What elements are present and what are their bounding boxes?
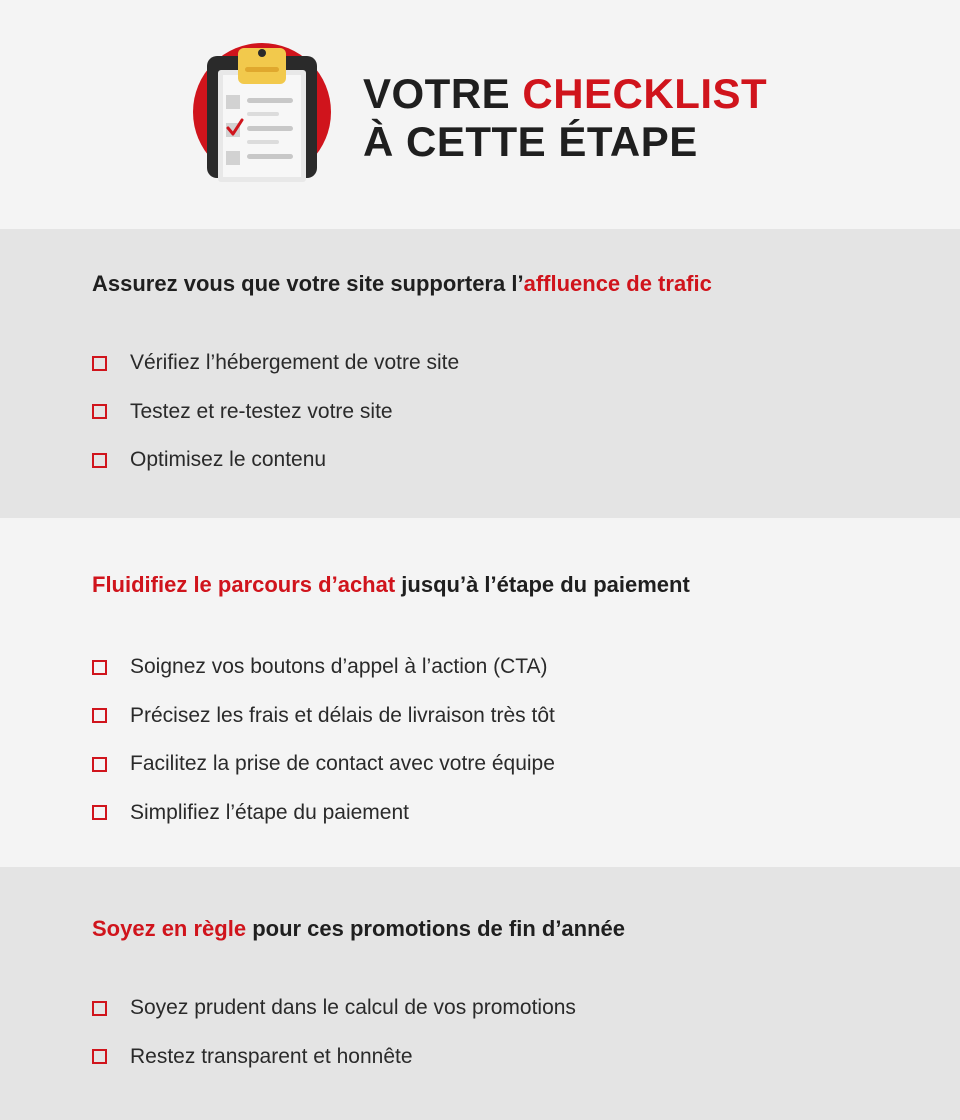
section-traffic — [0, 229, 960, 518]
checklist-item-label: Facilitez la prise de contact avec votre équipe — [130, 752, 555, 776]
checklist-item[interactable] — [92, 339, 459, 388]
checkbox-icon[interactable] — [92, 660, 107, 675]
heading-plain: jusqu’à l’étape du paiement — [395, 572, 690, 597]
heading-highlight: affluence de trafic — [523, 271, 712, 296]
title-line2: À CETTE ÉTAPE — [363, 118, 698, 165]
checklist-item[interactable] — [92, 789, 555, 838]
checklist — [92, 643, 555, 837]
checklist-item-label: Soyez prudent dans le calcul de vos promotions — [130, 996, 576, 1020]
section-heading — [92, 915, 625, 943]
checklist-item-label: Restez transparent et honnête — [130, 1044, 413, 1068]
title-line1-accent: CHECKLIST — [522, 70, 768, 117]
title-line1-plain: VOTRE — [363, 70, 523, 117]
section-heading — [92, 270, 712, 298]
checkbox-icon[interactable] — [92, 453, 107, 468]
header — [0, 0, 960, 229]
checklist-item[interactable] — [92, 740, 555, 789]
checkbox-icon[interactable] — [92, 404, 107, 419]
checklist — [92, 339, 459, 485]
checklist-item-label: Optimisez le contenu — [130, 448, 327, 472]
checklist-item[interactable] — [92, 436, 459, 485]
checklist-item-label: Soignez vos boutons d’appel à l’action (CTA) — [130, 655, 548, 679]
section-heading — [92, 571, 690, 599]
page-title — [363, 70, 767, 166]
heading-highlight: Fluidifiez le parcours d’achat — [92, 572, 396, 597]
checklist — [92, 984, 576, 1081]
heading-plain: Assurez vous que votre site supportera l’ — [92, 271, 524, 296]
checklist-item-label: Testez et re-testez votre site — [130, 399, 393, 423]
checklist-item-label: Simplifiez l’étape du paiement — [130, 800, 409, 824]
checklist-item[interactable] — [92, 643, 555, 692]
checklist-item[interactable] — [92, 388, 459, 437]
section-checkout — [0, 518, 960, 867]
heading-plain: pour ces promotions de fin d’année — [246, 916, 626, 941]
checklist-item[interactable] — [92, 692, 555, 741]
checkbox-icon[interactable] — [92, 356, 107, 371]
checklist-item[interactable] — [92, 984, 576, 1033]
clipboard-checklist-icon — [193, 40, 333, 190]
checkbox-icon[interactable] — [92, 1049, 107, 1064]
checkbox-icon[interactable] — [92, 757, 107, 772]
heading-highlight: Soyez en règle — [92, 916, 247, 941]
checklist-item[interactable] — [92, 1033, 576, 1082]
checkbox-icon[interactable] — [92, 805, 107, 820]
checklist-item-label: Vérifiez l’hébergement de votre site — [130, 351, 460, 375]
checklist-item-label: Précisez les frais et délais de livraison très tôt — [130, 703, 555, 727]
section-promotions — [0, 867, 960, 1120]
checkbox-icon[interactable] — [92, 708, 107, 723]
checkbox-icon[interactable] — [92, 1001, 107, 1016]
